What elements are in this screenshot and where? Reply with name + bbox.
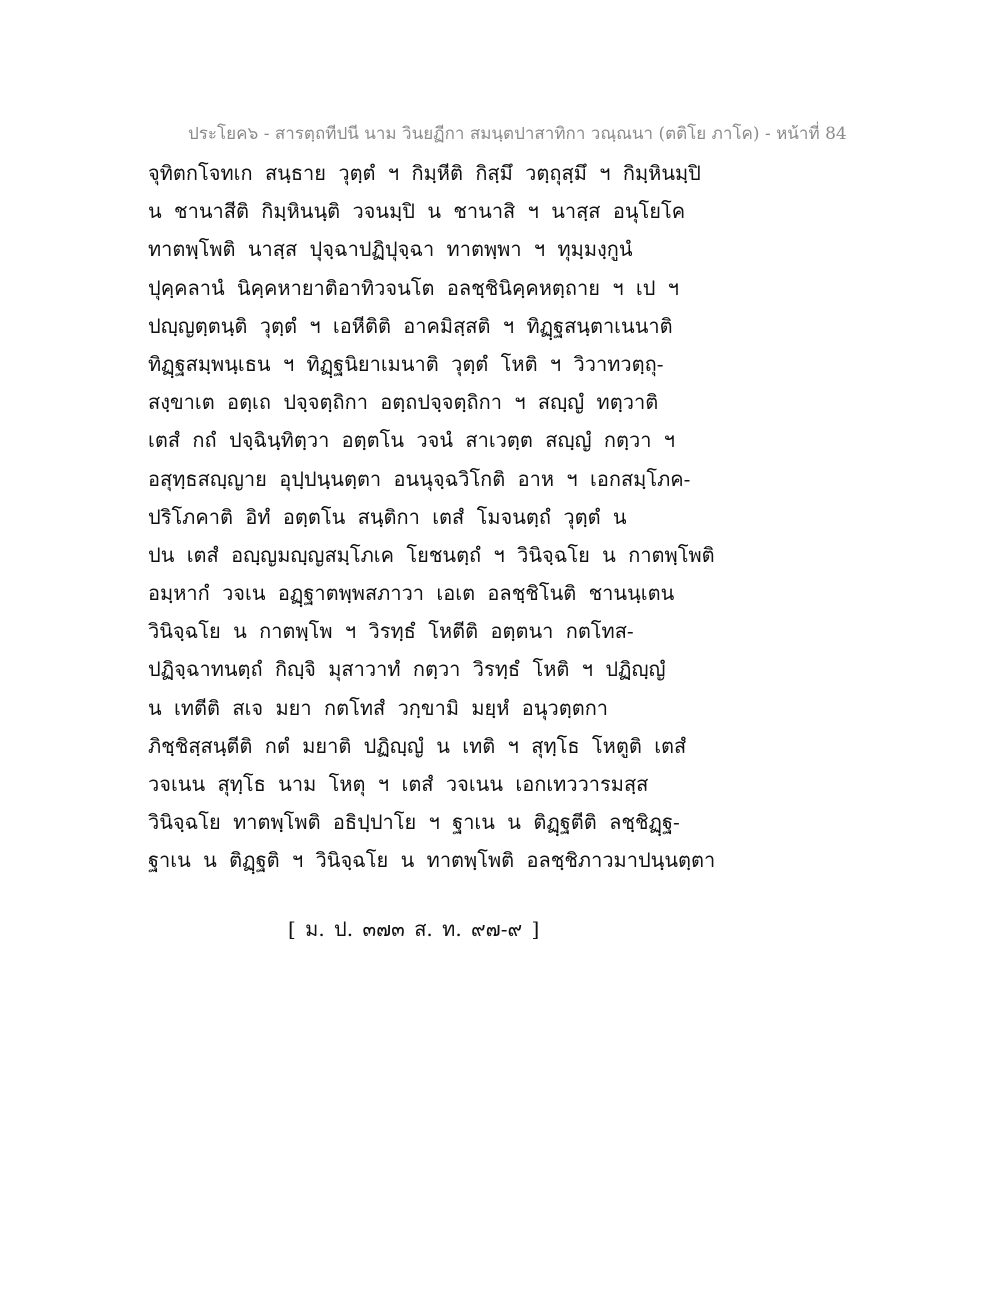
text-line: ทาตพฺโพติ นาสฺส ปุจฺฉาปฏิปุจฺฉา ทาตพฺพา ฯ ทุมฺมงฺกูนํ xyxy=(148,237,633,262)
text-line: น เทตีติ สเจ มยา กตโทสํ วกฺขามิ มยฺหํ อนุวตฺตกา xyxy=(148,695,609,720)
text-line: วจเนน สุทฺโธ นาม โหตุ ฯ เตสํ วจเนน เอกเทววารมสฺส xyxy=(148,772,649,796)
text-line: ปุคฺคลานํ นิคฺคหายาติอาทิวจนโต อลชฺชินิคฺคหตฺถาย ฯ เป ฯ xyxy=(148,275,680,300)
text-line: สงฺขาเต อตฺเถ ปจฺจตฺถิกา อตฺถปจฺจตฺถิกา ฯ สญฺญํ ทตฺวาติ xyxy=(148,390,659,415)
text-line: ปน เตสํ อญฺญมญฺญสมฺโภเค โยชนตฺถํ ฯ วินิจฺฉโย น กาตพฺโพติ xyxy=(148,542,715,567)
text-line: ฐาเน น ติฏฺฐติ ฯ วินิจฺฉโย น ทาตพฺโพติ อลชฺชิภาวมาปนฺนตฺตา xyxy=(148,848,716,873)
text-line: วินิจฺฉโย ทาตพฺโพติ อธิปฺปาโย ฯ ฐาเน น ติฏฺฐตีติ ลชฺชิฏฺฐ- xyxy=(148,810,680,835)
text-line: ปริโภคาติ อิทํ อตฺตโน สนฺติกา เตสํ โมจนตฺถํ วุตฺตํ น xyxy=(148,504,627,529)
text-line: ภิชฺชิสฺสนฺตีติ กตํ มยาติ ปฏิญฺญํ น เทติ ฯ สุทฺโธ โหตูติ เตสํ xyxy=(148,733,687,758)
text-line: ปญฺญตฺตนฺติ วุตฺตํ ฯ เอหีติติ อาคมิสฺสติ ฯ ทิฏฺฐสนฺตาเนนาติ xyxy=(148,313,673,338)
text-line: เตสํ กถํ ปจฺฉินฺทิตฺวา อตฺตโน วจนํ สาเวตฺต สญฺญํ กตฺวา ฯ xyxy=(148,428,676,453)
text-line: ปฏิจฺฉาทนตฺถํ กิญฺจิ มุสาวาทํ กตฺวา วิรทฺธํ โหติ ฯ ปฏิญฺญํ xyxy=(148,657,666,682)
text-line: น ชานาสีติ กิมฺหินนฺติ วจนมฺปิ น ชานาสิ ฯ นาสฺส อนุโยโค xyxy=(148,199,686,224)
text-line: อมฺหากํ วจเน อฏฺฐาตพฺพสภาวา เอเต อลชฺชิโนติ ชานนฺเตน xyxy=(148,581,675,606)
citation-reference: [ ม. ป. ๓๗๓ ส. ท. ๙๗-๙ ] xyxy=(288,917,540,941)
text-line: วินิจฺฉโย น กาตพฺโพ ฯ วิรทฺธํ โหตีติ อตฺตนา กตโทส- xyxy=(148,619,634,644)
text-line: อสุทฺธสญฺญาย อุปฺปนฺนตฺตา อนนุจฺฉวิโกติ อาห ฯ เอกสมฺโภค- xyxy=(148,466,691,491)
running-header: ประโยค๖ - สารตฺถทีปนี นาม วินยฏีกา สมนฺตปาสาทิกา วณฺณนา (ตติโย ภาโค) - หน้าที่ 84 xyxy=(188,124,847,144)
text-line: จุทิตกโจทเก สนฺธาย วุตฺตํ ฯ กิมฺหีติ กิสฺมึ วตฺถุสฺมึ ฯ กิมฺหินมฺปิ xyxy=(148,161,701,185)
text-line: ทิฏฺฐสมฺพนฺเธน ฯ ทิฏฺฐนิยาเมนาติ วุตฺตํ โหติ ฯ วิวาทวตฺถุ- xyxy=(148,351,664,376)
body-text xyxy=(148,154,868,880)
